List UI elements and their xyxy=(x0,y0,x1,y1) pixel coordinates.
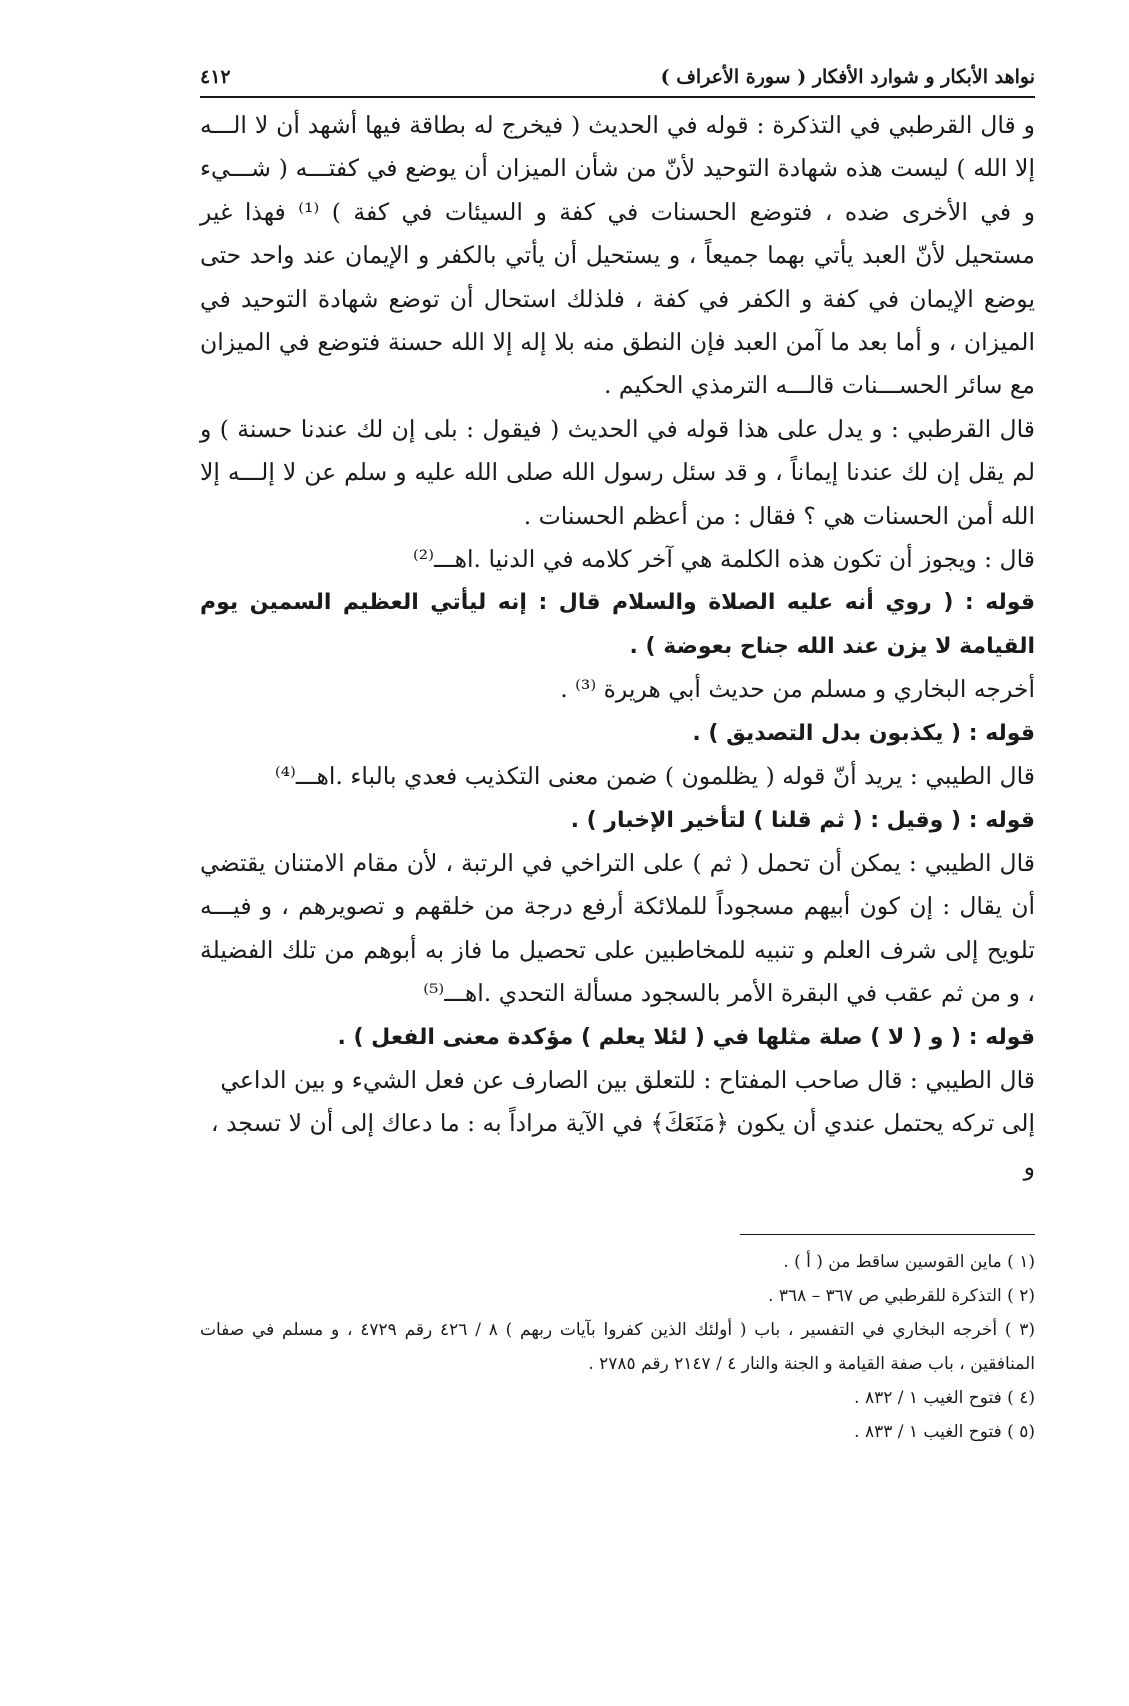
paragraph: قال الطيبي : قال صاحب المفتاح : للتعلق بين الصارف عن فعل الشيء و بين الداعي إلى تركه يحتمل عندي أن يكون ﴿مَنَعَكَ﴾ في الآية مراداً به : ما دعاك إلى أن لا تسجد ، و xyxy=(211,1065,1035,1181)
paragraph: و قال القرطبي في التذكرة : قوله في الحديث ( فيخرج له بطاقة فيها أشهد أن لا الـــه إلا الله ) ليست هذه شهادة التوحيد لأنّ من شأن الميزان أن يوضع في كفتـــه ( شـــيء و في الأخرى ضده ، فتوضع الحسنات في كفة و السيئات في كفة ) ⁽¹⁾ فهذا غير مستحيل لأنّ العبد يأتي بهما جميعاً ، و يستحيل أن يأتي بالكفر و الإيمان عند واحد حتى يوضع الإيمان في كفة و الكفر في كفة ، فلذلك استحال أن توضع شهادة التوحيد في الميزان ، و أما بعد ما آمن العبد فإن النطق منه بلا إله إلا الله حسنة فتوضع في الميزان مع سائر الحســـنات قالـــه الترمذي الحكيم . xyxy=(200,111,1035,400)
header-title: نواهد الأبكار و شوارد الأفكار ( سورة الأعراف ) xyxy=(660,66,1035,88)
footnote: (٣ ) أخرجه البخاري في التفسير ، باب ( أولئك الذين كفروا بآيات ربهم ) ٨ / ٤٢٦ رقم ٤٧٢٩ ، و مسلم في صفات المنافقين ، باب صفة القيامة و الجنة والنار ٤ / ٢١٤٧ رقم ٢٧٨٥ . xyxy=(200,1320,1035,1375)
paragraph: قال الطيبي : يمكن أن تحمل ( ثم ) على التراخي في الرتبة ، لأن مقام الامتنان يقتضي أن يقال : إن كون أبيهم مسجوداً للملائكة أرفع درجة من خلقهم و تصويرهم ، و فيـــه تلويح إلى شرف العلم و تنبيه للمخاطبين على تحصيل ما فاز به أبوهم من تلك الفضيلة ، و من ثم عقب في البقرة الأمر بالسجود مسألة التحدي .اهـــ⁽⁵⁾ xyxy=(200,848,1035,1008)
quoted-heading: قوله : ( يكذبون بدل التصديق ) . xyxy=(692,720,1035,746)
footnote: (٥ ) فتوح الغيب ١ / ٨٣٣ . xyxy=(854,1422,1035,1443)
quoted-heading: قوله : ( وقيل : ( ثم قلنا ) لتأخير الإخبار ) . xyxy=(570,807,1035,833)
running-header xyxy=(200,62,1035,98)
paragraph: قال القرطبي : و يدل على هذا قوله في الحديث ( فيقول : بلى إن لك عندنا حسنة ) و لم يقل إن لك عندنا إيماناً ، و قد سئل رسول الله صلى الله عليه و سلم عن لا إلـــه إلا الله أمن الحسنات هي ؟ فقال : من أعظم الحسنات . xyxy=(200,414,1035,530)
main-text xyxy=(200,104,1035,1189)
footnote: (٤ ) فتوح الغيب ١ / ٨٣٢ . xyxy=(854,1388,1035,1409)
footnotes xyxy=(200,1245,1035,1449)
paragraph: أخرجه البخاري و مسلم من حديث أبي هريرة ⁽³⁾ . xyxy=(560,675,1035,704)
footnote: (٢ ) التذكرة للقرطبي ص ٣٦٧ – ٣٦٨ . xyxy=(768,1286,1035,1307)
footnote: (١ ) ماين القوسين ساقط من ( أ ) . xyxy=(783,1252,1035,1273)
quoted-heading: قوله : ( روي أنه عليه الصلاة والسلام قال : إنه ليأتي العظيم السمين يوم القيامة لا يزن عند الله جناح بعوضة ) . xyxy=(200,590,1035,659)
document-page xyxy=(200,62,1035,1449)
quoted-heading: قوله : ( و ( لا ) صلة مثلها في ( لئلا يعلم ) مؤكدة معنى الفعل ) . xyxy=(337,1024,1035,1050)
page-number: ٤١٢ xyxy=(200,66,231,88)
paragraph: قال الطيبي : يريد أنّ قوله ( يظلمون ) ضمن معنى التكذيب فعدي بالباء .اهـــ⁽⁴⁾ xyxy=(274,762,1035,791)
footnote-separator xyxy=(740,1234,1035,1235)
paragraph: قال : ويجوز أن تكون هذه الكلمة هي آخر كلامه في الدنيا .اهـــ⁽²⁾ xyxy=(412,545,1035,574)
